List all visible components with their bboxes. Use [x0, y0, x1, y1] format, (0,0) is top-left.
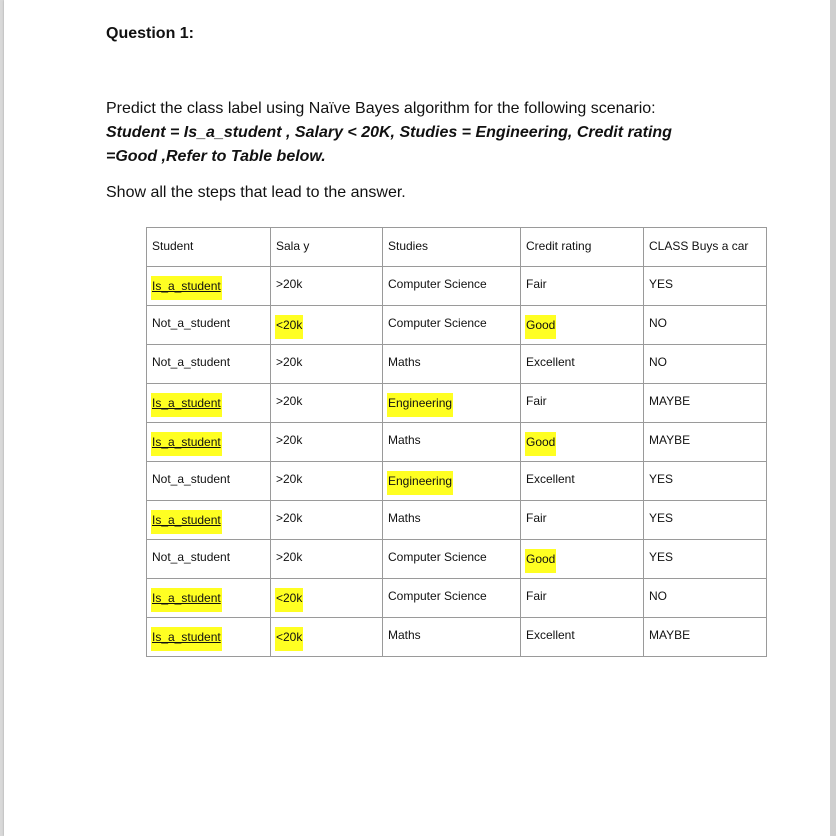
table-row — [147, 540, 767, 579]
table-cell: Good — [521, 540, 644, 579]
table-cell: Is_a_student — [147, 618, 271, 657]
table-cell: <20k — [271, 306, 383, 345]
instruction-text: Show all the steps that lead to the answer. — [106, 184, 406, 201]
table-header-row — [147, 228, 767, 267]
table-cell: NO — [644, 306, 767, 345]
table-cell: Is_a_student — [147, 579, 271, 618]
table-cell: Engineering — [383, 384, 521, 423]
table-cell: Fair — [521, 267, 644, 306]
table-cell: Computer Science — [383, 540, 521, 579]
table-cell: Excellent — [521, 345, 644, 384]
page-edge — [830, 0, 836, 836]
table-cell: Good — [521, 423, 644, 462]
table-cell: >20k — [271, 345, 383, 384]
table-cell: Is_a_student — [147, 267, 271, 306]
table-cell: Not_a_student — [147, 540, 271, 579]
table-cell: >20k — [271, 540, 383, 579]
table-cell: Not_a_student — [147, 462, 271, 501]
table-row — [147, 384, 767, 423]
table-cell: <20k — [271, 579, 383, 618]
table-cell: YES — [644, 267, 767, 306]
table-cell: Computer Science — [383, 579, 521, 618]
table-cell: Maths — [383, 345, 521, 384]
table-row — [147, 267, 767, 306]
table-row — [147, 462, 767, 501]
table-cell: MAYBE — [644, 618, 767, 657]
table-cell: YES — [644, 540, 767, 579]
table-cell: >20k — [271, 501, 383, 540]
scenario-line-2: =Good ,Refer to Table below. — [106, 148, 326, 165]
table-row — [147, 501, 767, 540]
table-cell: Computer Science — [383, 267, 521, 306]
table-cell: Is_a_student — [147, 501, 271, 540]
header-cell: CLASS Buys a car — [644, 228, 767, 267]
table-cell: >20k — [271, 423, 383, 462]
table-cell: Is_a_student — [147, 423, 271, 462]
header-cell: Sala y — [271, 228, 383, 267]
question-title: Question 1: — [106, 25, 195, 42]
header-cell: Student — [147, 228, 271, 267]
table-cell: YES — [644, 501, 767, 540]
header-cell: Studies — [383, 228, 521, 267]
scenario-line-1: Student = Is_a_student , Salary < 20K, Studies = Engineering, Credit rating — [106, 124, 672, 141]
table-cell: NO — [644, 579, 767, 618]
table-row — [147, 618, 767, 657]
table-cell: >20k — [271, 384, 383, 423]
table-cell: >20k — [271, 267, 383, 306]
table-cell: Excellent — [521, 618, 644, 657]
table-cell: Fair — [521, 501, 644, 540]
table-cell: Maths — [383, 618, 521, 657]
table-cell: MAYBE — [644, 423, 767, 462]
table-cell: Fair — [521, 384, 644, 423]
question-prompt — [106, 97, 726, 169]
table-cell: MAYBE — [644, 384, 767, 423]
table-cell: Fair — [521, 579, 644, 618]
table-row — [147, 423, 767, 462]
table-cell: Good — [521, 306, 644, 345]
table-cell: <20k — [271, 618, 383, 657]
table-cell: NO — [644, 345, 767, 384]
table-cell: Maths — [383, 501, 521, 540]
table-cell: Not_a_student — [147, 306, 271, 345]
table-row — [147, 306, 767, 345]
table-cell: YES — [644, 462, 767, 501]
training-data-table — [146, 227, 767, 657]
table-row — [147, 579, 767, 618]
table-cell: Not_a_student — [147, 345, 271, 384]
table-cell: Engineering — [383, 462, 521, 501]
table-cell: Is_a_student — [147, 384, 271, 423]
table-cell: Excellent — [521, 462, 644, 501]
table-row — [147, 345, 767, 384]
header-cell: Credit rating — [521, 228, 644, 267]
prompt-line: Predict the class label using Naïve Bayes algorithm for the following scenario: — [106, 100, 656, 117]
table-cell: Maths — [383, 423, 521, 462]
table-cell: Computer Science — [383, 306, 521, 345]
table-cell: >20k — [271, 462, 383, 501]
